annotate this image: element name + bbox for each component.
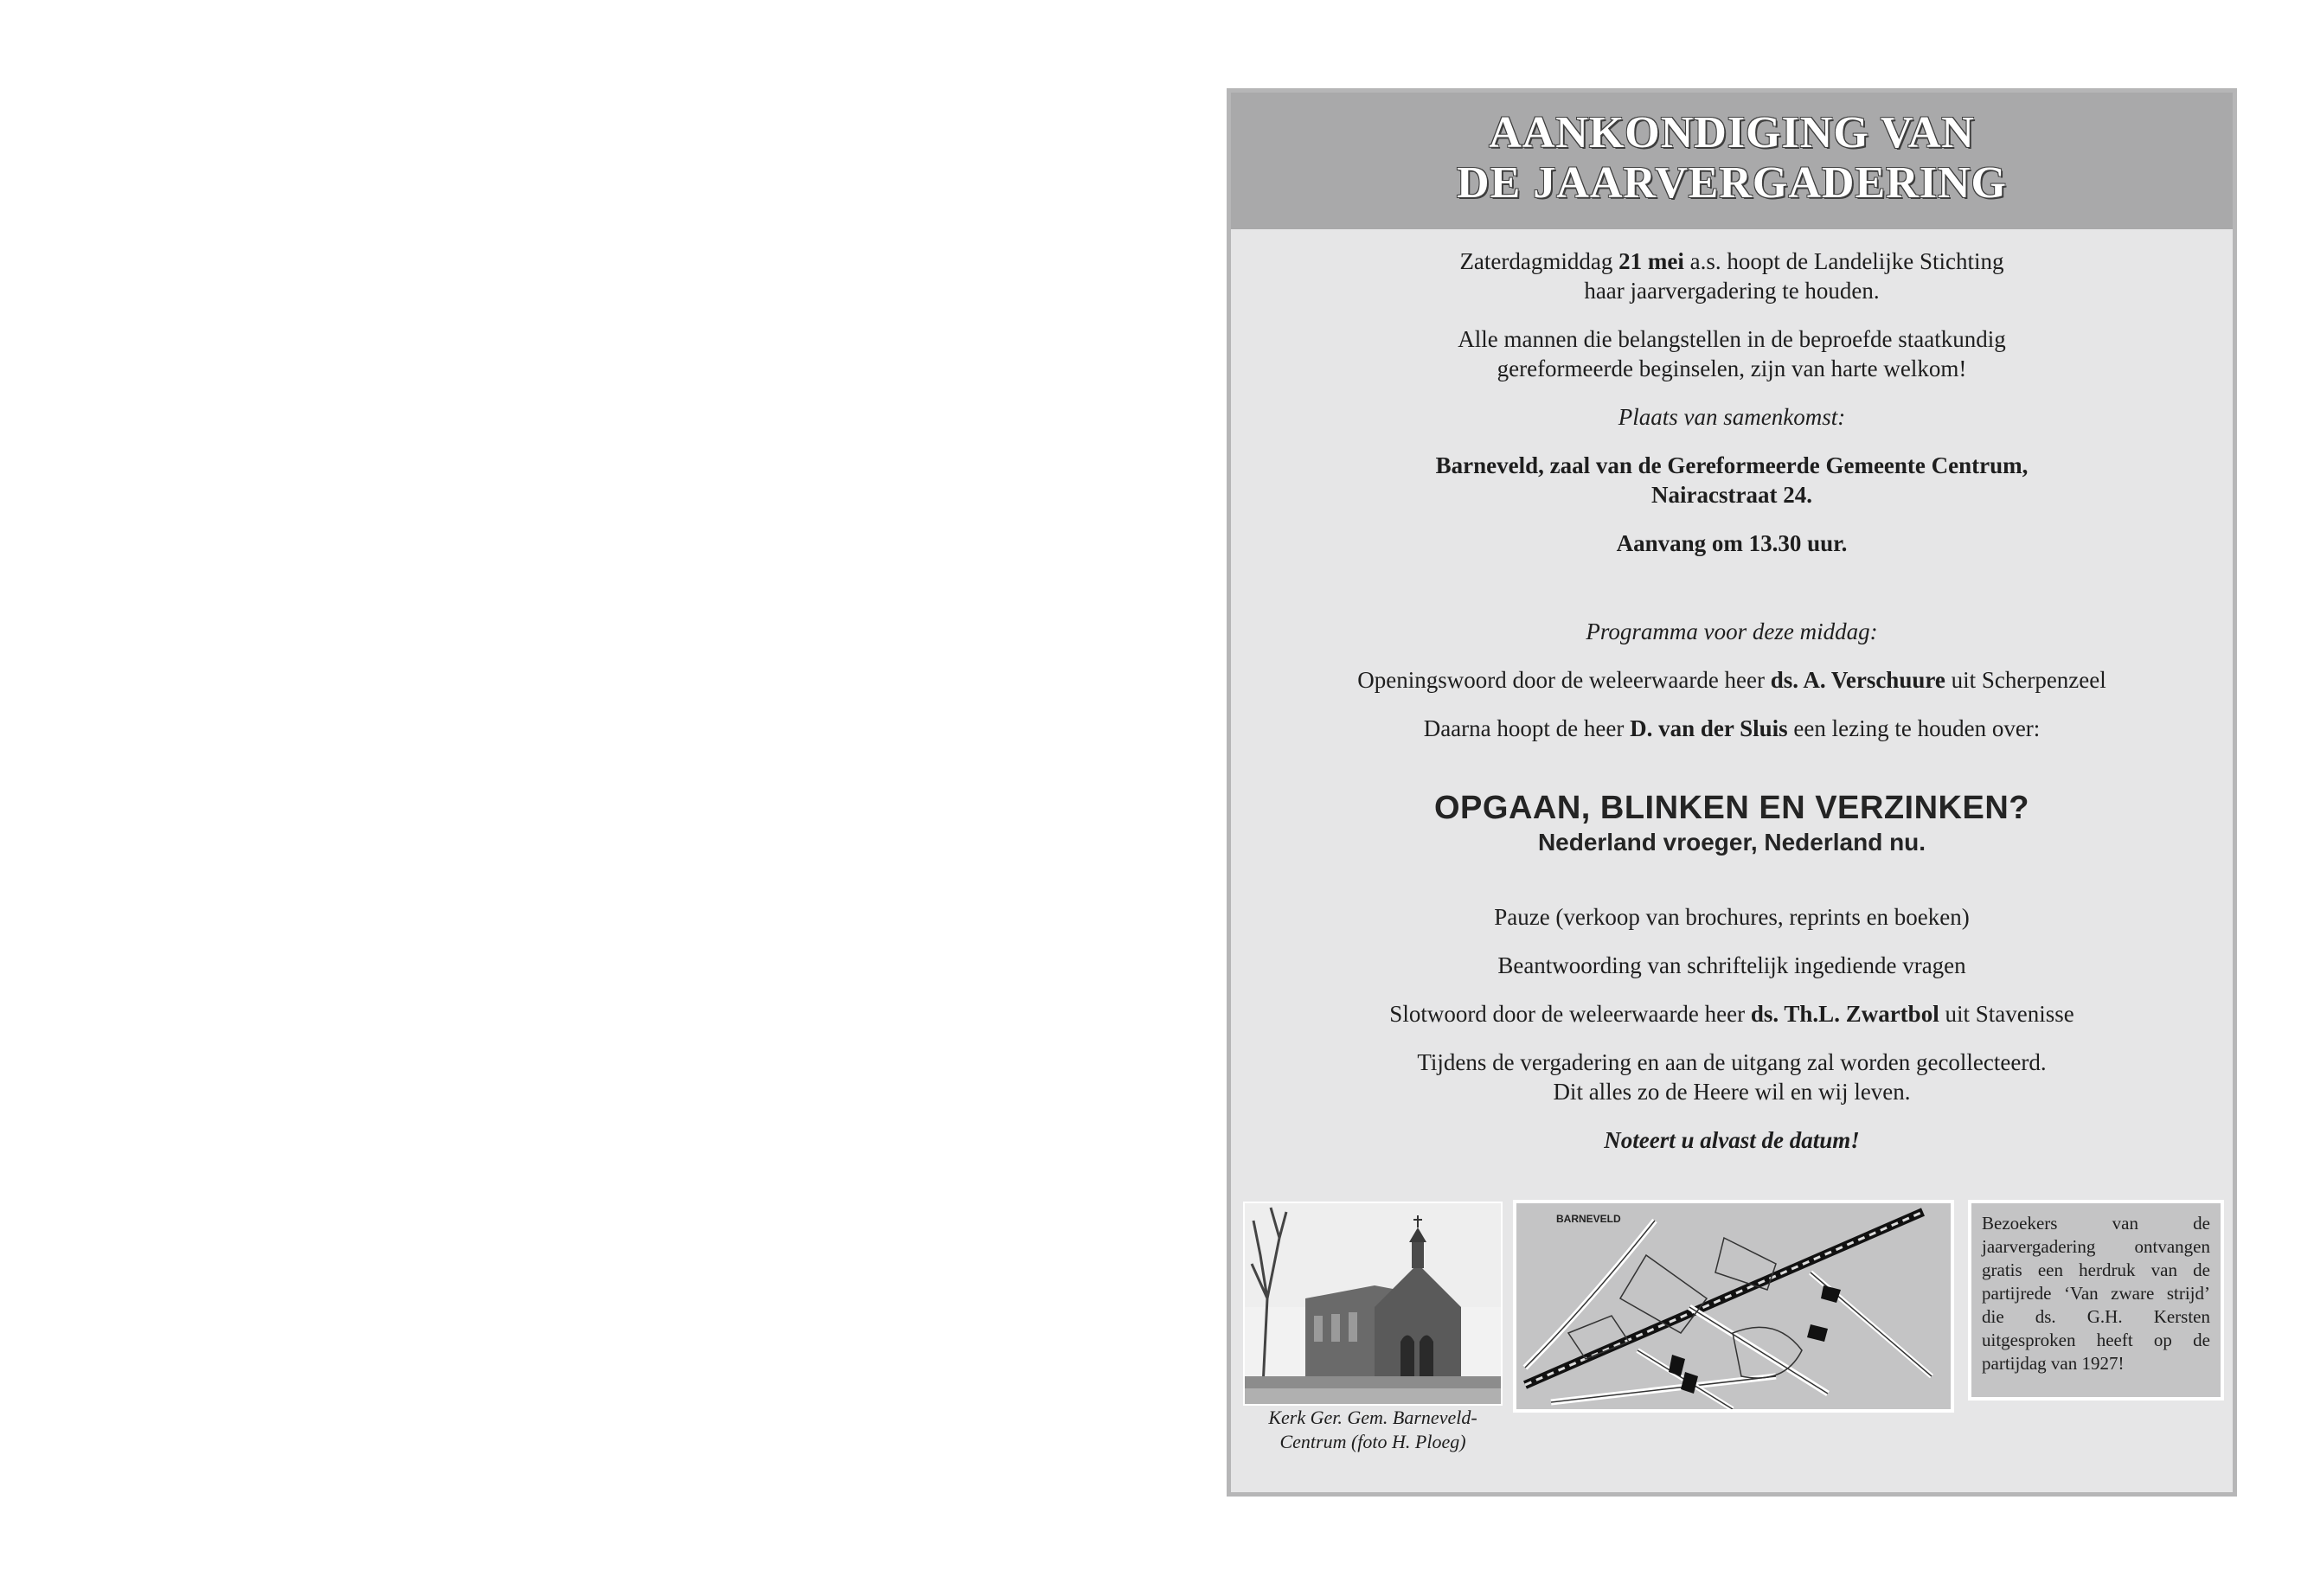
lecture-subtitle: Nederland vroeger, Nederland nu.: [1537, 829, 1926, 856]
map-town-label: BARNEVELD: [1556, 1213, 1621, 1225]
program-pause: Pauze (verkoop van brochures, reprints en boeken): [1494, 904, 1970, 930]
photo-caption: Kerk Ger. Gem. Barneveld- Centrum (foto H. Ploeg): [1268, 1407, 1477, 1452]
street-map-image: [1516, 1203, 1951, 1409]
venue-address: Barneveld, zaal van de Gereformeerde Gemeente Centrum, Nairacstraat 24.: [1435, 452, 2029, 508]
announcement-body: [1231, 247, 2233, 1155]
program-questions: Beantwoording van schriftelijk ingediende vragen: [1497, 952, 1966, 978]
banner-title-line-2: DE JAARVERGADERING: [1457, 158, 2007, 208]
intro-paragraph-2: Alle mannen die belangstellen in de beproefde staatkundig gereformeerde beginselen, zijn van harte welkom!: [1458, 326, 2006, 381]
church-photo-image: [1245, 1203, 1501, 1404]
program-lecture: Daarna hoopt de heer D. van der Sluis een lezing te houden over:: [1423, 715, 2041, 741]
program-closing: Slotwoord door de weleerwaarde heer ds. Th.L. Zwartbol uit Stavenisse: [1389, 1001, 2074, 1027]
church-photo: [1243, 1202, 1503, 1406]
save-the-date: Noteert u alvast de datum!: [1604, 1127, 1860, 1153]
reprint-note: Bezoekers van de jaarvergadering ontvangen gratis een herdruk van de partijrede ‘Van zware strijd’ die ds. G.H. Kersten uitgesproken heeft op de partijdag van 1927!: [1968, 1200, 2224, 1401]
intro-paragraph-1: Zaterdagmiddag 21 mei a.s. hoopt de Landelijke Stichting haar jaarvergadering te houden.: [1459, 248, 2004, 304]
collection-note: Tijdens de vergadering en aan de uitgang zal worden gecollecteerd. Dit alles zo de Heere wil en wij leven.: [1417, 1049, 2047, 1105]
program-opening: Openingswoord door de weleerwaarde heer ds. A. Verschuure uit Scherpenzeel: [1357, 667, 2106, 693]
program-label: Programma voor deze middag:: [1586, 619, 1878, 644]
map-area: [1516, 1203, 1951, 1409]
venue-label: Plaats van samenkomst:: [1618, 404, 1846, 430]
banner-title-line-1: AANKONDIGING VAN: [1489, 108, 1975, 157]
start-time: Aanvang om 13.30 uur.: [1616, 530, 1848, 556]
location-map: [1513, 1200, 1954, 1413]
header-banner: [1231, 93, 2233, 229]
announcement-panel: [1227, 88, 2237, 1497]
lecture-title: OPGAAN, BLINKEN EN VERZINKEN?: [1434, 790, 2029, 826]
meeting-date: 21 mei: [1618, 248, 1684, 274]
